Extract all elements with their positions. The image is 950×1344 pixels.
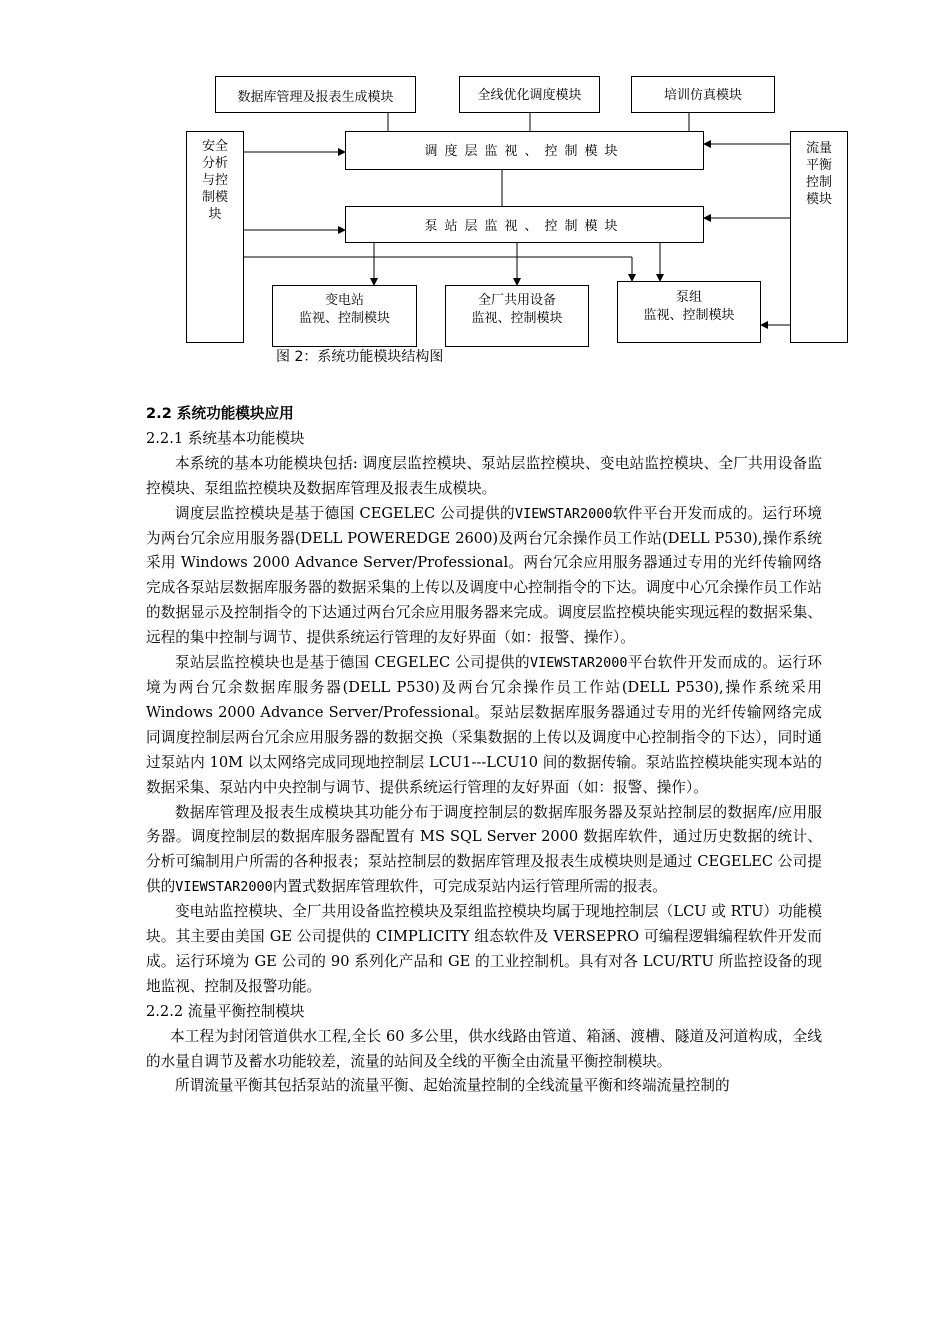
p3-part-c: 平台软件开发而成的。运行环境为两台冗余数据库服务器(DELL P530)及两台冗余操作员工作站(DELL P530),操作系统采用 Windows 2000 Advance Server/Professional。泵站层数据库服务器通过专用的光纤传输网络完成同调度控制层两台冗余应用服务器的数据交换（采集数据的上传以及调度中心控制指令的下达），同时通过泵站内 10M 以太网络完成同现地控制层 LCU1---LCU10 间的数据传输。泵站监控模块能实现本站的数据采集、泵站内中央控制与调节、提供系统运行管理的友好界面（如：报警、操作）。 [146, 654, 822, 796]
flow-balance-module-box [790, 131, 848, 343]
paragraph-2 [146, 502, 822, 651]
paragraph-3 [146, 651, 822, 800]
paragraph-5: 变电站监控模块、全厂共用设备监控模块及泵组监控模块均属于现地控制层（LCU 或 RTU）功能模块。其主要由美国 GE 公司提供的 CIMPLICITY 组态软件及 VERSEPRO 可编程逻辑编程软件开发而成。运行环境为 GE 公司的 90 系列化产品和 GE 的工业控制机。具有对各 LCU/RTU 所监控设备的现地监视、控制及报警功能。 [146, 903, 822, 995]
heading-2-2: 2.2 系统功能模块应用 [146, 405, 294, 422]
optimization-module-label: 全线优化调度模块 [477, 88, 582, 103]
p2-part-c: 软件平台开发而成的。运行环境为两台冗余应用服务器(DELL POWEREDGE 2600)及两台冗余操作员工作站(DELL P530),操作系统采用 Windows 2000 Advance Server/Professional。两台冗余应用服务器通过专用的光纤传输网络完成各泵站层数据库服务器的数据采集的上传以及调度中心控制指令的下达。调度中心冗余操作员工作站的数据显示及控制指令的下达通过两台冗余应用服务器来完成。调度层监控模块能实现远程的数据采集、远程的集中控制与调节、提供系统运行管理的友好界面（如：报警、操作）。 [146, 504, 822, 647]
flow-line-1: 流量 [805, 141, 832, 156]
p4-part-c: 内置式数据库管理软件，可完成泵站内运行管理所需的报表。 [272, 878, 667, 896]
paragraph-1: 本系统的基本功能模块包括: 调度层监控模块、泵站层监控模块、变电站监控模块、全厂共用设备监控模块、泵组监控模块及数据库管理及报表生成模块。 [146, 454, 822, 497]
heading-2-2-1: 2.2.1 系统基本功能模块 [146, 429, 305, 447]
paragraph-7: 所谓流量平衡其包括泵站的流量平衡、起始流量控制的全线流量平衡和终端流量控制的 [175, 1077, 730, 1095]
security-line-1: 安全 [201, 139, 228, 154]
dispatch-layer-box [345, 131, 704, 170]
substation-line-1: 变电站 [324, 293, 364, 308]
body-text [146, 402, 822, 1099]
security-line-4: 制模 [201, 190, 228, 205]
substation-module-box [272, 285, 417, 347]
dispatch-layer-label: 调度层监视、控制模块 [424, 144, 625, 159]
paragraph-4 [146, 801, 822, 901]
p4-part-a: 数据库管理及报表生成模块其功能分布于调度控制层的数据库服务器及泵站控制层的数据库/应用服务器。调度控制层的数据库服务器配置有 MS SQL Server 2000 数据库软件，通过历史数据的统计、分析可编制用户所需的各种报表；泵站控制层的数据库管理及报表生成模块则是通过 CEGELEC 公司提供的 [146, 803, 822, 896]
training-module-label: 培训仿真模块 [663, 88, 742, 103]
paragraph-6: 本工程为封闭管道供水工程,全长 60 多公里，供水线路由管道、箱涵、渡槽、隧道及河道构成，全线的水量自调节及蓄水功能较差，流量的站间及全线的平衡全由流量平衡控制模块。 [146, 1027, 822, 1070]
figure-caption: 图 2：系统功能模块结构图 [276, 349, 444, 365]
flow-line-3: 控制 [805, 175, 832, 190]
p2-part-a: 调度层监控模块是基于德国 CEGELEC 公司提供的 [175, 504, 515, 522]
flow-line-4: 模块 [805, 192, 832, 207]
db-report-module-box [215, 76, 416, 113]
flow-line-2: 平衡 [805, 158, 832, 173]
heading-2-2-2: 2.2.2 流量平衡控制模块 [146, 1002, 305, 1020]
pump-unit-line-1: 泵组 [675, 290, 702, 305]
p2-viewstar: VIEWSTAR2000 [515, 505, 613, 522]
p3-viewstar: VIEWSTAR2000 [529, 655, 628, 672]
common-equipment-line-2: 监视、控制模块 [471, 311, 563, 326]
substation-line-2: 监视、控制模块 [298, 311, 390, 326]
db-report-module-label: 数据库管理及报表生成模块 [237, 90, 394, 105]
security-line-5: 块 [208, 207, 222, 222]
p3-part-a: 泵站层监控模块也是基于德国 CEGELEC 公司提供的 [175, 654, 530, 672]
common-equipment-module-box [445, 285, 589, 347]
optimization-module-box [459, 76, 600, 113]
security-line-3: 与控 [201, 173, 228, 188]
pump-layer-label: 泵站层监视、控制模块 [424, 219, 625, 234]
common-equipment-line-1: 全厂共用设备 [477, 293, 556, 308]
training-module-box [631, 76, 775, 113]
pump-unit-module-box [617, 281, 761, 343]
pump-layer-box [345, 206, 704, 243]
structure-diagram [0, 0, 950, 370]
pump-unit-line-2: 监视、控制模块 [643, 308, 735, 323]
security-module-box [186, 131, 244, 343]
security-line-2: 分析 [201, 156, 228, 171]
p4-viewstar: VIEWSTAR2000 [175, 879, 273, 896]
